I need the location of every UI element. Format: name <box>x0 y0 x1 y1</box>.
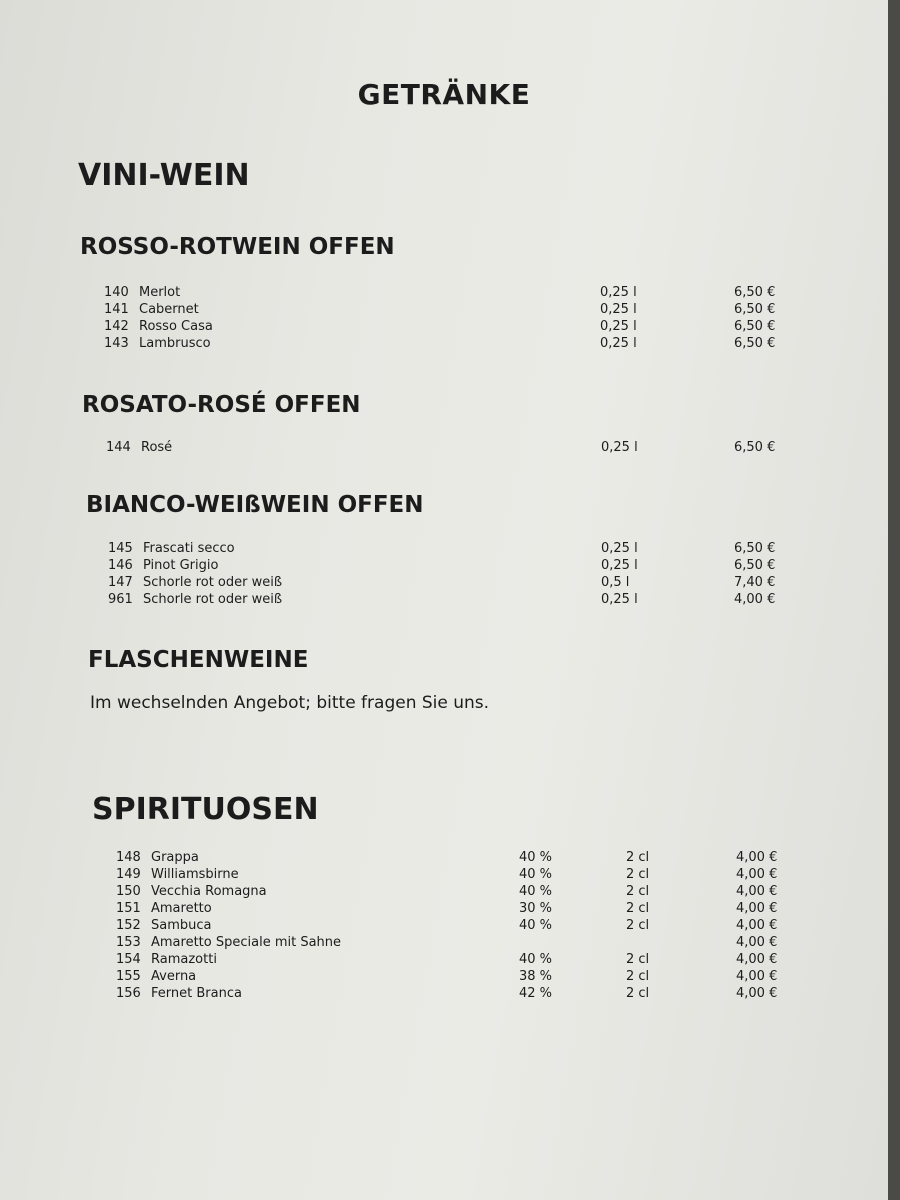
section-heading-spirituosen: SPIRITUOSEN <box>92 792 319 827</box>
item-size: 0,25 l <box>601 558 638 573</box>
list-item <box>108 574 788 591</box>
item-size: 2 cl <box>626 918 650 933</box>
item-name: Vecchia Romagna <box>151 884 267 899</box>
item-number: 151 <box>116 901 141 916</box>
subsection-heading-bianco: BIANCO-WEIßWEIN OFFEN <box>86 492 424 518</box>
list-item <box>116 951 796 968</box>
item-abv: 40 % <box>519 918 553 933</box>
item-price: 6,50 € <box>734 319 776 334</box>
item-name: Williamsbirne <box>151 867 239 882</box>
list-item <box>108 540 788 557</box>
list-item <box>104 301 784 318</box>
item-size: 0,25 l <box>600 302 637 317</box>
item-size: 2 cl <box>626 952 650 967</box>
item-size: 0,25 l <box>601 541 638 556</box>
item-price: 6,50 € <box>734 285 776 300</box>
item-price: 4,00 € <box>736 901 778 916</box>
item-number: 154 <box>116 952 141 967</box>
item-abv: 30 % <box>519 901 553 916</box>
item-number: 141 <box>104 302 129 317</box>
item-price: 4,00 € <box>736 935 778 950</box>
item-abv: 40 % <box>519 884 553 899</box>
item-number: 150 <box>116 884 141 899</box>
item-abv: 42 % <box>519 986 553 1001</box>
section-heading-vini: VINI-WEIN <box>78 158 250 193</box>
item-number: 156 <box>116 986 141 1001</box>
item-size: 0,25 l <box>600 336 637 351</box>
list-item <box>116 968 796 985</box>
item-price: 6,50 € <box>734 558 776 573</box>
list-item <box>108 557 788 574</box>
item-price: 6,50 € <box>734 541 776 556</box>
item-size: 2 cl <box>626 901 650 916</box>
item-number: 148 <box>116 850 141 865</box>
item-name: Fernet Branca <box>151 986 242 1001</box>
item-number: 153 <box>116 935 141 950</box>
list-item <box>104 284 784 301</box>
item-price: 7,40 € <box>734 575 776 590</box>
item-number: 144 <box>106 440 131 455</box>
item-name: Amaretto Speciale mit Sahne <box>151 935 342 950</box>
item-price: 4,00 € <box>736 850 778 865</box>
list-item <box>116 849 796 866</box>
list-item <box>116 934 796 951</box>
page-title: GETRÄNKE <box>357 78 531 111</box>
item-name: Merlot <box>139 285 181 300</box>
item-name: Grappa <box>151 850 199 865</box>
item-name: Lambrusco <box>139 336 211 351</box>
item-number: 143 <box>104 336 129 351</box>
item-price: 6,50 € <box>734 440 776 455</box>
item-number: 147 <box>108 575 133 590</box>
item-price: 6,50 € <box>734 302 776 317</box>
item-price: 4,00 € <box>736 986 778 1001</box>
item-price: 4,00 € <box>736 918 778 933</box>
item-size: 0,25 l <box>600 319 637 334</box>
item-name: Rosso Casa <box>139 319 213 334</box>
item-size: 2 cl <box>626 969 650 984</box>
item-size: 2 cl <box>626 884 650 899</box>
item-name: Averna <box>151 969 197 984</box>
item-number: 149 <box>116 867 141 882</box>
list-item <box>116 866 796 883</box>
list-item <box>108 591 788 608</box>
item-size: 2 cl <box>626 850 650 865</box>
item-name: Sambuca <box>151 918 212 933</box>
item-abv: 40 % <box>519 952 553 967</box>
item-abv: 40 % <box>519 850 553 865</box>
item-number: 142 <box>104 319 129 334</box>
subsection-heading-flaschen: FLASCHENWEINE <box>88 647 309 673</box>
list-item <box>104 335 784 352</box>
flaschen-note: Im wechselnden Angebot; bitte fragen Sie uns. <box>90 693 490 713</box>
item-name: Pinot Grigio <box>143 558 219 573</box>
item-name: Ramazotti <box>151 952 217 967</box>
item-number: 146 <box>108 558 133 573</box>
list-item <box>116 917 796 934</box>
item-name: Amaretto <box>151 901 212 916</box>
item-number: 152 <box>116 918 141 933</box>
item-number: 961 <box>108 592 133 607</box>
list-item <box>116 900 796 917</box>
item-number: 145 <box>108 541 133 556</box>
item-price: 4,00 € <box>736 969 778 984</box>
list-item <box>106 439 786 456</box>
item-number: 140 <box>104 285 129 300</box>
item-name: Cabernet <box>139 302 199 317</box>
item-abv: 38 % <box>519 969 553 984</box>
item-name: Schorle rot oder weiß <box>143 592 283 607</box>
list-item <box>104 318 784 335</box>
item-number: 155 <box>116 969 141 984</box>
item-size: 2 cl <box>626 986 650 1001</box>
item-size: 0,5 l <box>601 575 630 590</box>
item-price: 4,00 € <box>736 884 778 899</box>
item-abv: 40 % <box>519 867 553 882</box>
item-size: 0,25 l <box>601 592 638 607</box>
item-size: 2 cl <box>626 867 650 882</box>
item-price: 4,00 € <box>736 867 778 882</box>
item-name: Frascati secco <box>143 541 235 556</box>
subsection-heading-rosso: ROSSO-ROTWEIN OFFEN <box>80 234 395 260</box>
item-size: 0,25 l <box>600 285 637 300</box>
list-item <box>116 985 796 1002</box>
subsection-heading-rosato: ROSATO-ROSÉ OFFEN <box>82 392 361 418</box>
item-price: 4,00 € <box>736 952 778 967</box>
item-name: Schorle rot oder weiß <box>143 575 283 590</box>
item-price: 4,00 € <box>734 592 776 607</box>
item-size: 0,25 l <box>601 440 638 455</box>
list-item <box>116 883 796 900</box>
item-name: Rosé <box>141 440 173 455</box>
item-price: 6,50 € <box>734 336 776 351</box>
